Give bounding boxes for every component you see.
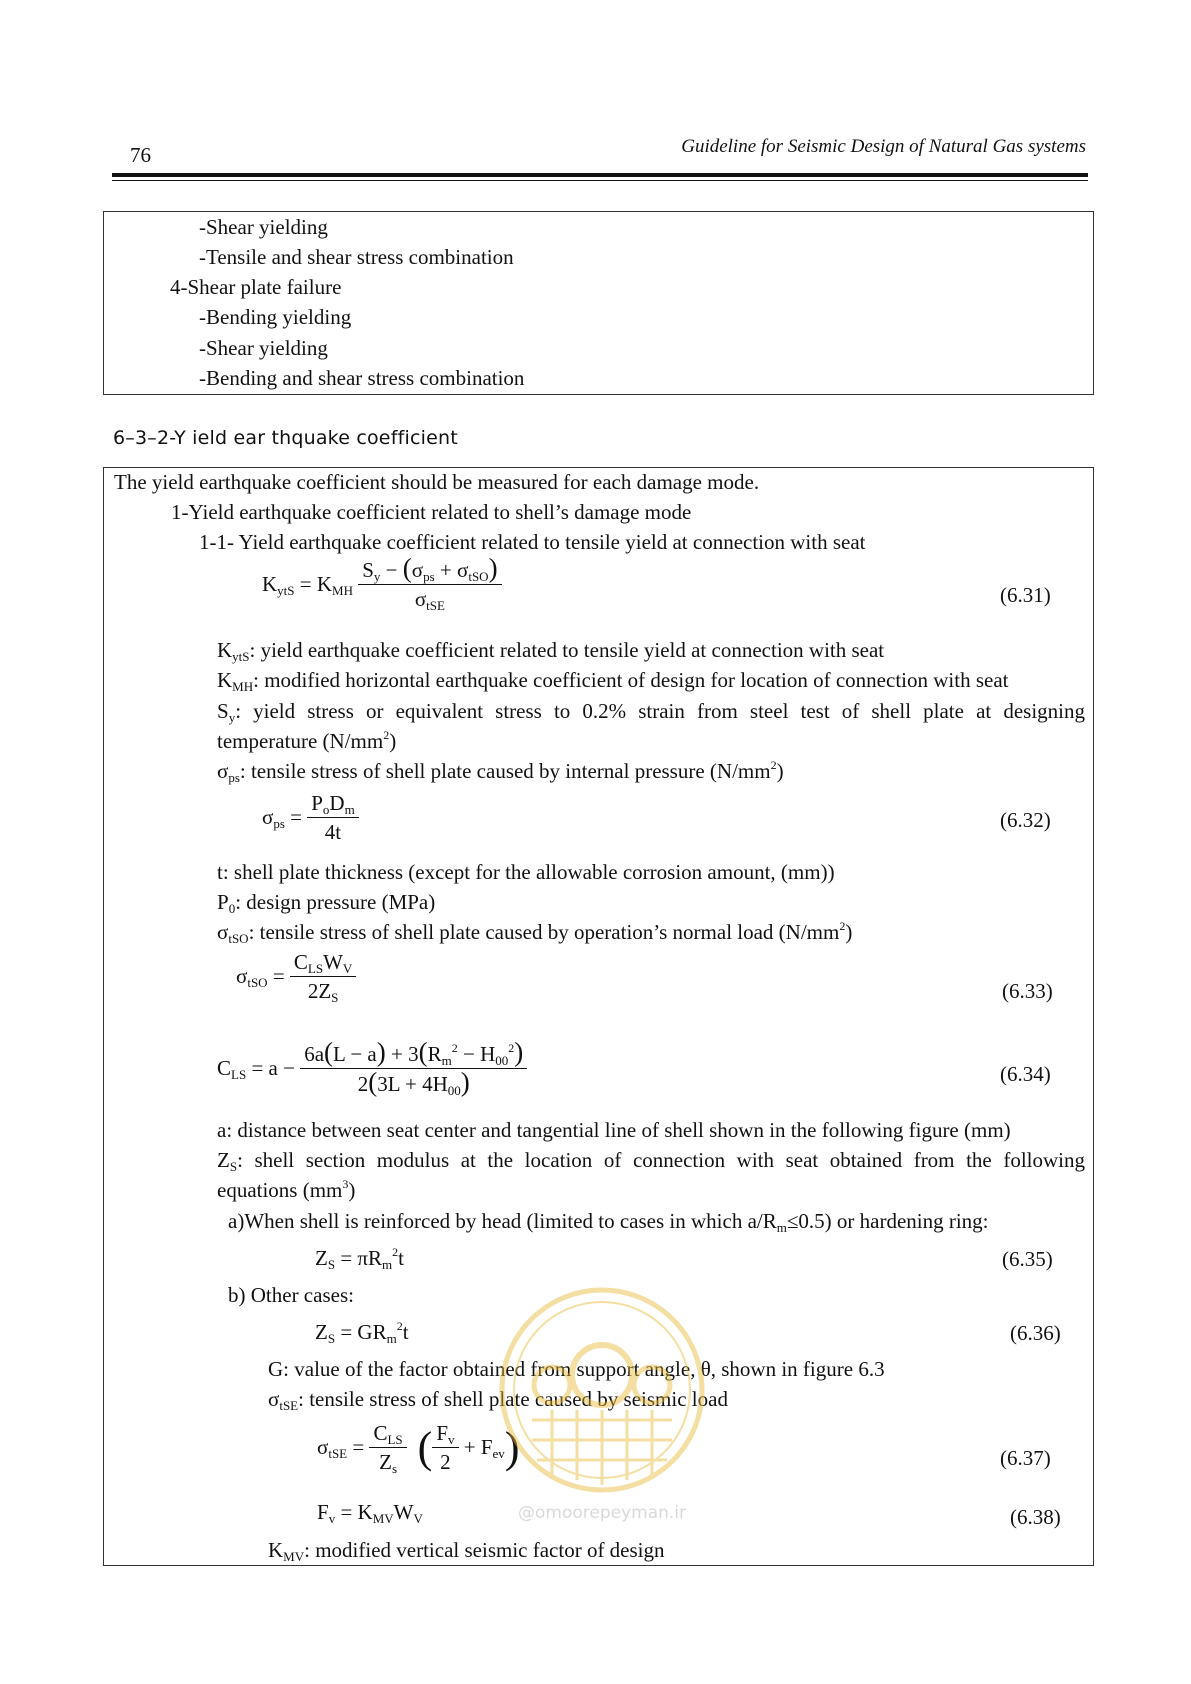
equation-6-38: $F_v = K_{MV}W_V$ — [317, 1500, 423, 1526]
watermark-logo — [492, 1280, 712, 1530]
header-rule-thick — [112, 173, 1088, 177]
equation-number: (6.36) — [1010, 1321, 1061, 1345]
list-item: 1-1- Yield earthquake coefficient related to tensile yield at connection with seat — [199, 530, 866, 554]
watermark-emblem — [492, 1280, 712, 1530]
definition-kmv: $K_{MV}$: modified vertical seismic factor of design — [268, 1538, 665, 1564]
definition-zs-continued: equations $(mm^3)$ — [217, 1177, 356, 1202]
header-rule-thin — [112, 180, 1088, 181]
equation-number: (6.37) — [1000, 1446, 1051, 1470]
equation-number: (6.38) — [1010, 1505, 1061, 1529]
equation-6-32: $\sigma_{ps}$ = $\frac{P_oD_m}{4t}$ — [262, 792, 359, 843]
running-header: Guideline for Seismic Design of Natural Gas systems — [681, 136, 1086, 157]
section-heading: 6–3–2-Y ield ear thquake coefficient — [113, 427, 458, 449]
equation-number: (6.34) — [1000, 1062, 1051, 1086]
list-item: -Shear yielding — [199, 336, 328, 360]
definition-kyts: $K_{ytS}$: yield earthquake coefficient related to tensile yield at connection with seat — [217, 638, 885, 664]
case-b: b) Other cases: — [228, 1283, 354, 1307]
equation-6-33: $\sigma_{tSO}$ = $\frac{C_{LS}W_V}{2Z_S}$ — [236, 951, 356, 1002]
definition-zs: $Z_S$: shell section modulus at the location of connection with seat obtained from the following — [217, 1148, 1085, 1174]
case-a: a)When shell is reinforced by head (limited to cases in which $a/R_m\le 0.5$) or hardening ring: — [228, 1209, 989, 1235]
equation-6-34: $C_{LS} = a$ − $\frac{6a(L - a) + 3(R_m^2 - H_{00}^2)}{2(3L + 4H_{00})}$ — [217, 1042, 527, 1095]
list-item: 1-Yield earthquake coefficient related to shell’s damage mode — [171, 500, 692, 524]
definition-sigma-ps: $\sigma_{ps}$: tensile stress of shell plate caused by internal pressure $(N/mm^2)$ — [217, 758, 784, 785]
list-item: 4-Shear plate failure — [170, 275, 342, 299]
list-item: -Bending yielding — [199, 305, 352, 329]
equation-6-31: $K_{ytS} = K_{MH}$ $\frac{S_y - (\sigma_{ps} + \sigma_{tSO})}{\sigma_{tSE}}$ — [262, 558, 502, 610]
equation-number: (6.35) — [1002, 1247, 1053, 1271]
equation-number: (6.32) — [1000, 808, 1051, 832]
definition-a: a: distance between seat center and tangential line of shell shown in the following figure (mm) — [217, 1118, 1011, 1142]
definition-sigma-tse: $\sigma_{tSE}$: tensile stress of shell plate caused by seismic load — [268, 1387, 728, 1413]
page-number: 76 — [130, 143, 151, 167]
definition-kmh: $K_{MH}$: modified horizontal earthquake coefficient of design for location of connection with seat — [217, 668, 1009, 694]
equation-6-35: $Z_S = \pi R_m^2t$ — [315, 1245, 404, 1272]
equation-number: (6.31) — [1000, 583, 1051, 607]
watermark-text: @omoorepeyman.ir — [517, 1503, 687, 1523]
definition-sy: $S_y$: yield stress or equivalent stress to 0.2% strain from steel test of shell plate at designing — [217, 699, 1085, 725]
definition-sigma-tso: $\sigma_{tSO}$: tensile stress of shell plate caused by operation’s normal load $(N/mm^2)$ — [217, 919, 853, 946]
list-item: -Tensile and shear stress combination — [199, 245, 514, 269]
definition-sy-continued: temperature $(N/mm^2)$ — [217, 728, 397, 753]
equation-6-37: $\sigma_{tSE}$ = $\frac{C_{LS}}{Z_s}$ ( $\frac{F_v}{2}$ + $F_{ev}$ ) — [317, 1421, 520, 1477]
list-item: -Bending and shear stress combination — [199, 366, 525, 390]
equation-6-36: $Z_S = GR_m^2t$ — [315, 1319, 409, 1346]
definition-p0: $P_0$: design pressure (MPa) — [217, 890, 436, 916]
list-item: -Shear yielding — [199, 215, 328, 239]
definition-g: G: value of the factor obtained from support angle, θ, shown in figure 6.3 — [268, 1357, 885, 1381]
intro-text: The yield earthquake coefficient should be measured for each damage mode. — [114, 470, 760, 494]
equation-number: (6.33) — [1002, 979, 1053, 1003]
definition-t: t: shell plate thickness (except for the allowable corrosion amount, (mm)) — [217, 860, 835, 884]
